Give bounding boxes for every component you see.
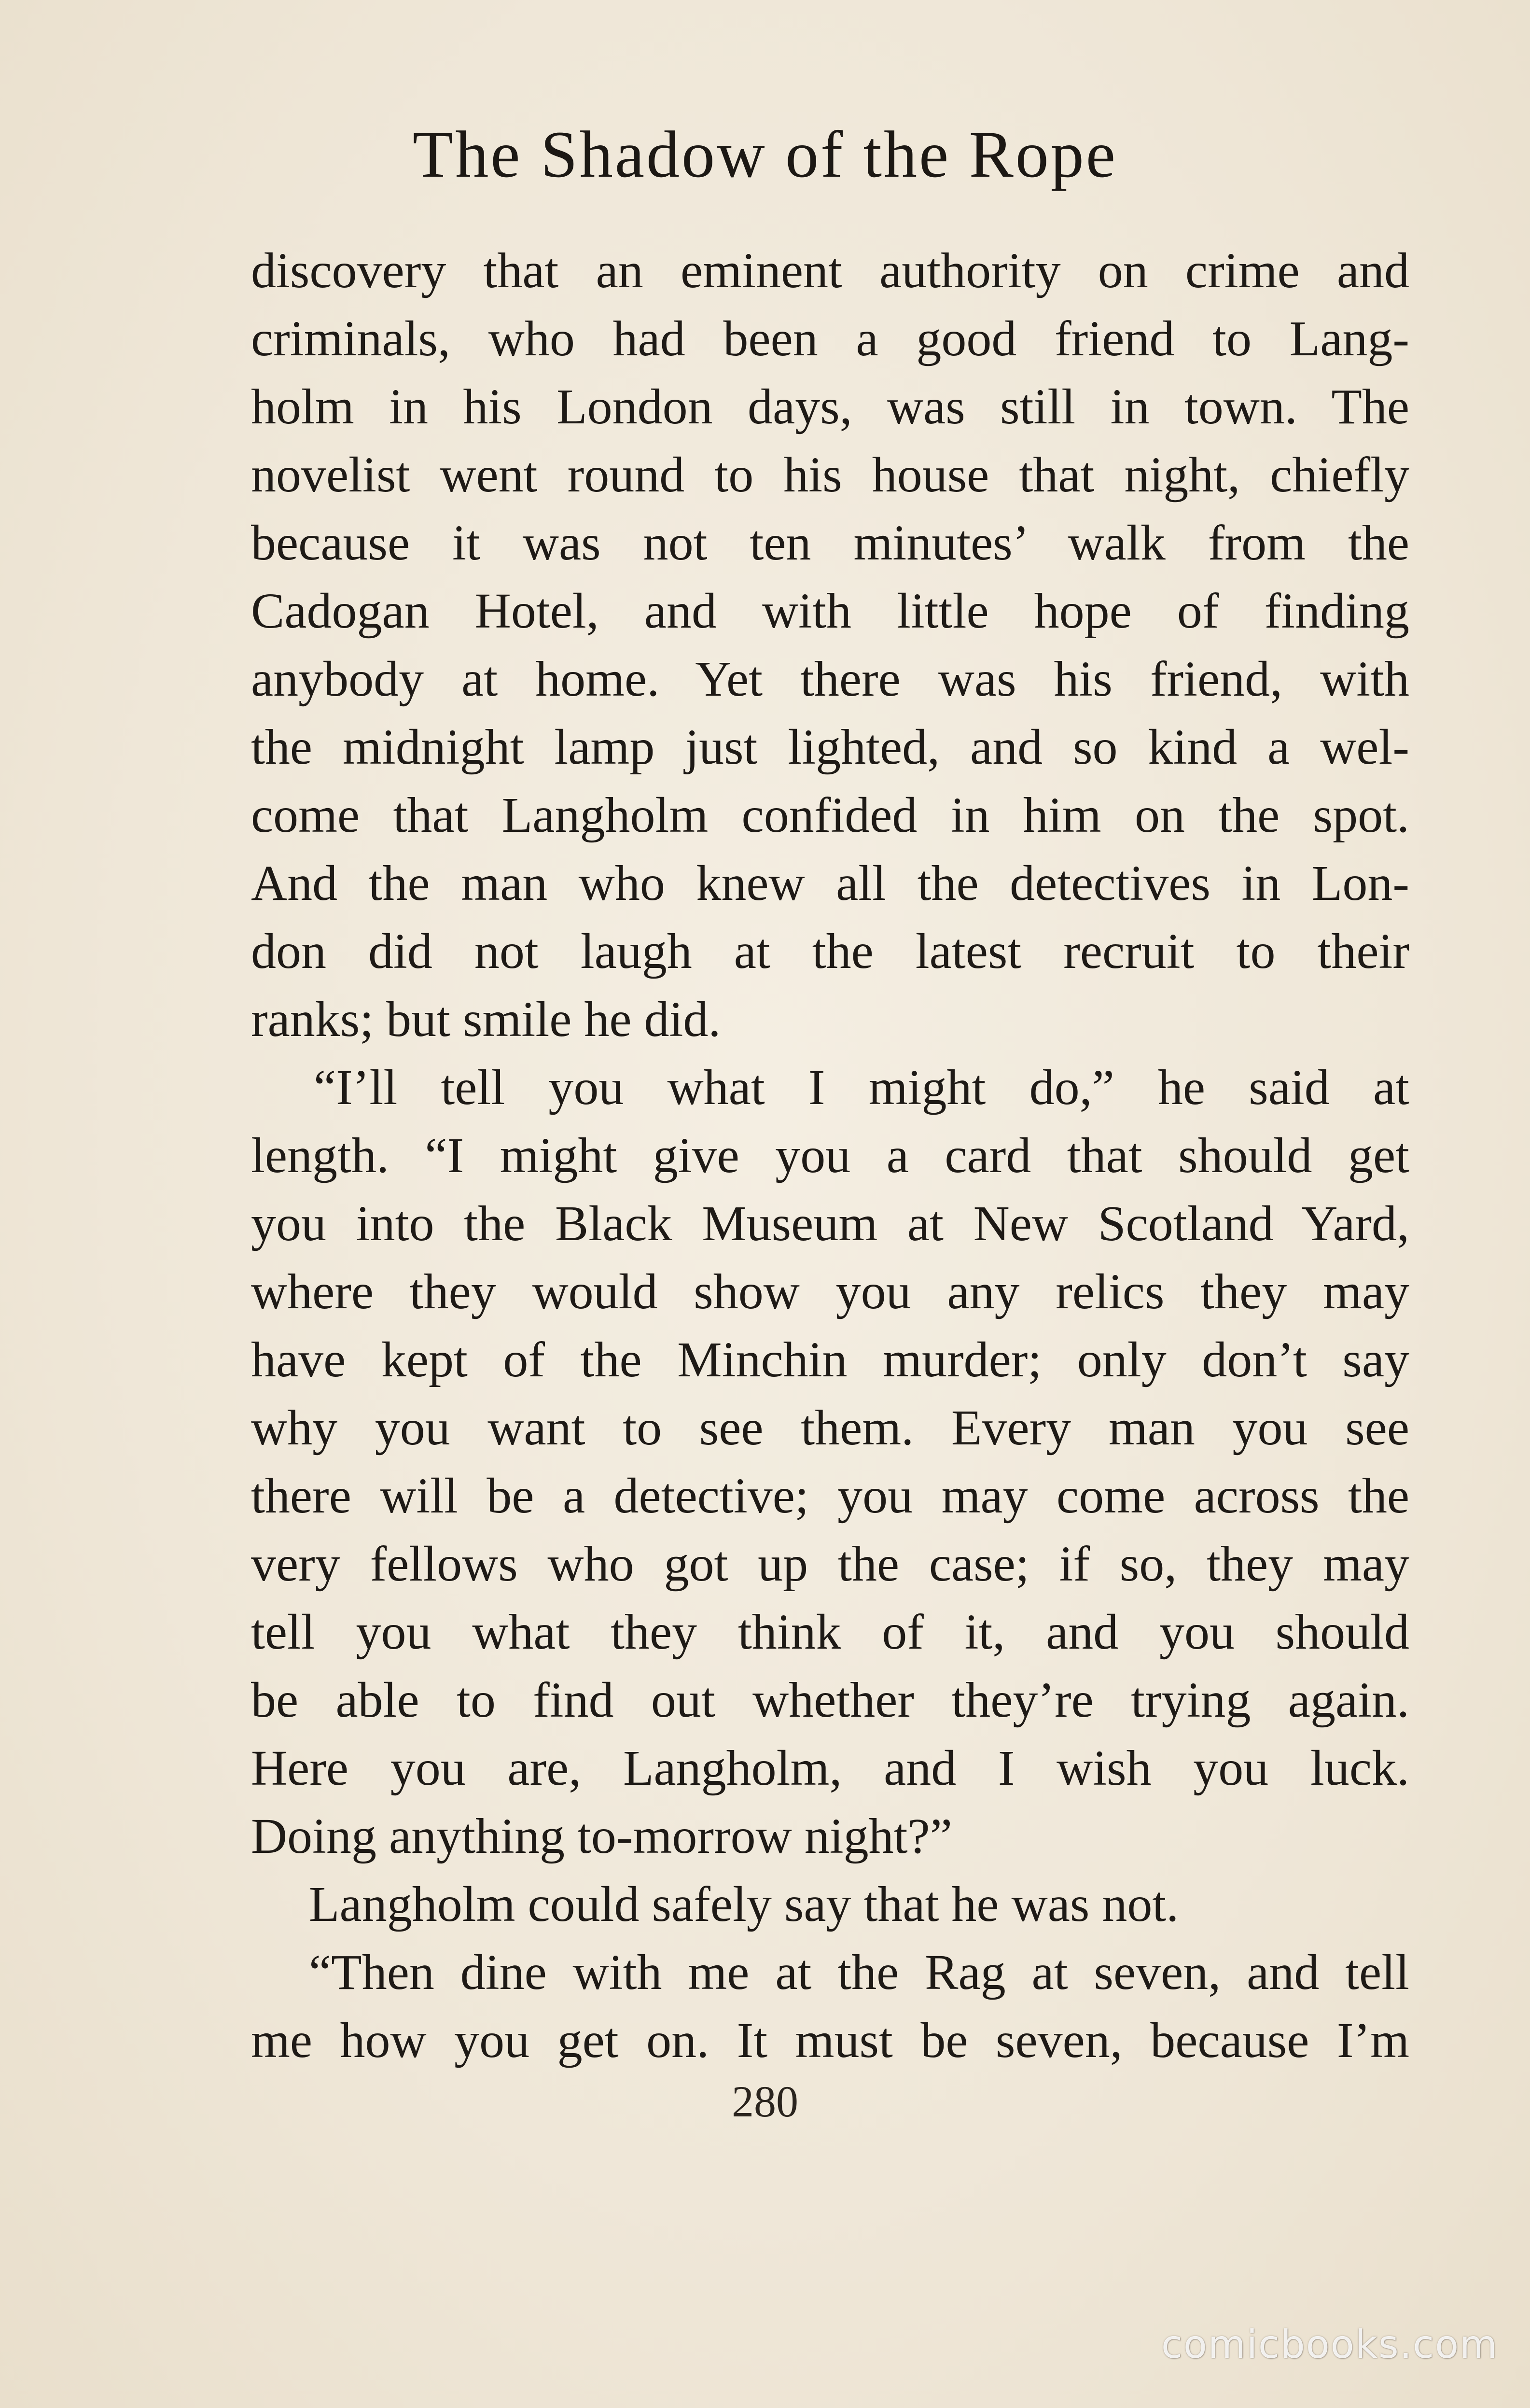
text-line: novelist went round to his house that night, chiefly bbox=[251, 447, 1409, 503]
text-line: the midnight lamp just lighted, and so kind a wel- bbox=[251, 719, 1409, 775]
running-title: The Shadow of the Rope bbox=[412, 117, 1118, 191]
text-line: holm in his London days, was still in town. The bbox=[251, 379, 1409, 434]
text-line: discovery that an eminent authority on crime and bbox=[251, 243, 1409, 298]
text-line: Langholm could safely say that he was not. bbox=[309, 1876, 1179, 1932]
text-line: tell you what they think of it, and you should bbox=[251, 1604, 1409, 1660]
text-line: don did not laugh at the latest recruit to their bbox=[251, 924, 1409, 979]
text-line: Doing anything to-morrow night?” bbox=[251, 1808, 952, 1864]
body-text bbox=[251, 237, 1409, 2074]
text-line: come that Langholm confided in him on the spot. bbox=[251, 787, 1409, 843]
text-line: where they would show you any relics they may bbox=[251, 1264, 1409, 1319]
text-line: length. “I might give you a card that should get bbox=[251, 1128, 1409, 1183]
text-line: “Then dine with me at the Rag at seven, and tell bbox=[309, 1945, 1409, 2000]
text-line: criminals, who had been a good friend to Lang- bbox=[251, 311, 1409, 366]
text-line: me how you get on. It must be seven, because I’m bbox=[251, 2013, 1409, 2068]
text-line: anybody at home. Yet there was his friend, with bbox=[251, 651, 1409, 707]
text-line: have kept of the Minchin murder; only don’t say bbox=[251, 1332, 1409, 1387]
text-line: Cadogan Hotel, and with little hope of finding bbox=[251, 583, 1409, 639]
text-line: Here you are, Langholm, and I wish you luck. bbox=[251, 1740, 1409, 1796]
text-line: “I’ll tell you what I might do,” he said at bbox=[314, 1060, 1409, 1115]
watermark: comicbooks.com bbox=[1161, 2322, 1498, 2367]
text-line: be able to find out whether they’re trying again. bbox=[251, 1672, 1409, 1728]
page-number: 280 bbox=[732, 2077, 798, 2126]
text-line: very fellows who got up the case; if so, they may bbox=[251, 1536, 1409, 1592]
text-line: because it was not ten minutes’ walk from the bbox=[251, 515, 1409, 571]
text-line: there will be a detective; you may come across the bbox=[251, 1468, 1409, 1524]
text-line: ranks; but smile he did. bbox=[251, 992, 721, 1047]
text-line: you into the Black Museum at New Scotland Yard, bbox=[251, 1196, 1409, 1251]
text-line: And the man who knew all the detectives in Lon- bbox=[251, 855, 1409, 911]
text-line: why you want to see them. Every man you see bbox=[251, 1400, 1409, 1456]
